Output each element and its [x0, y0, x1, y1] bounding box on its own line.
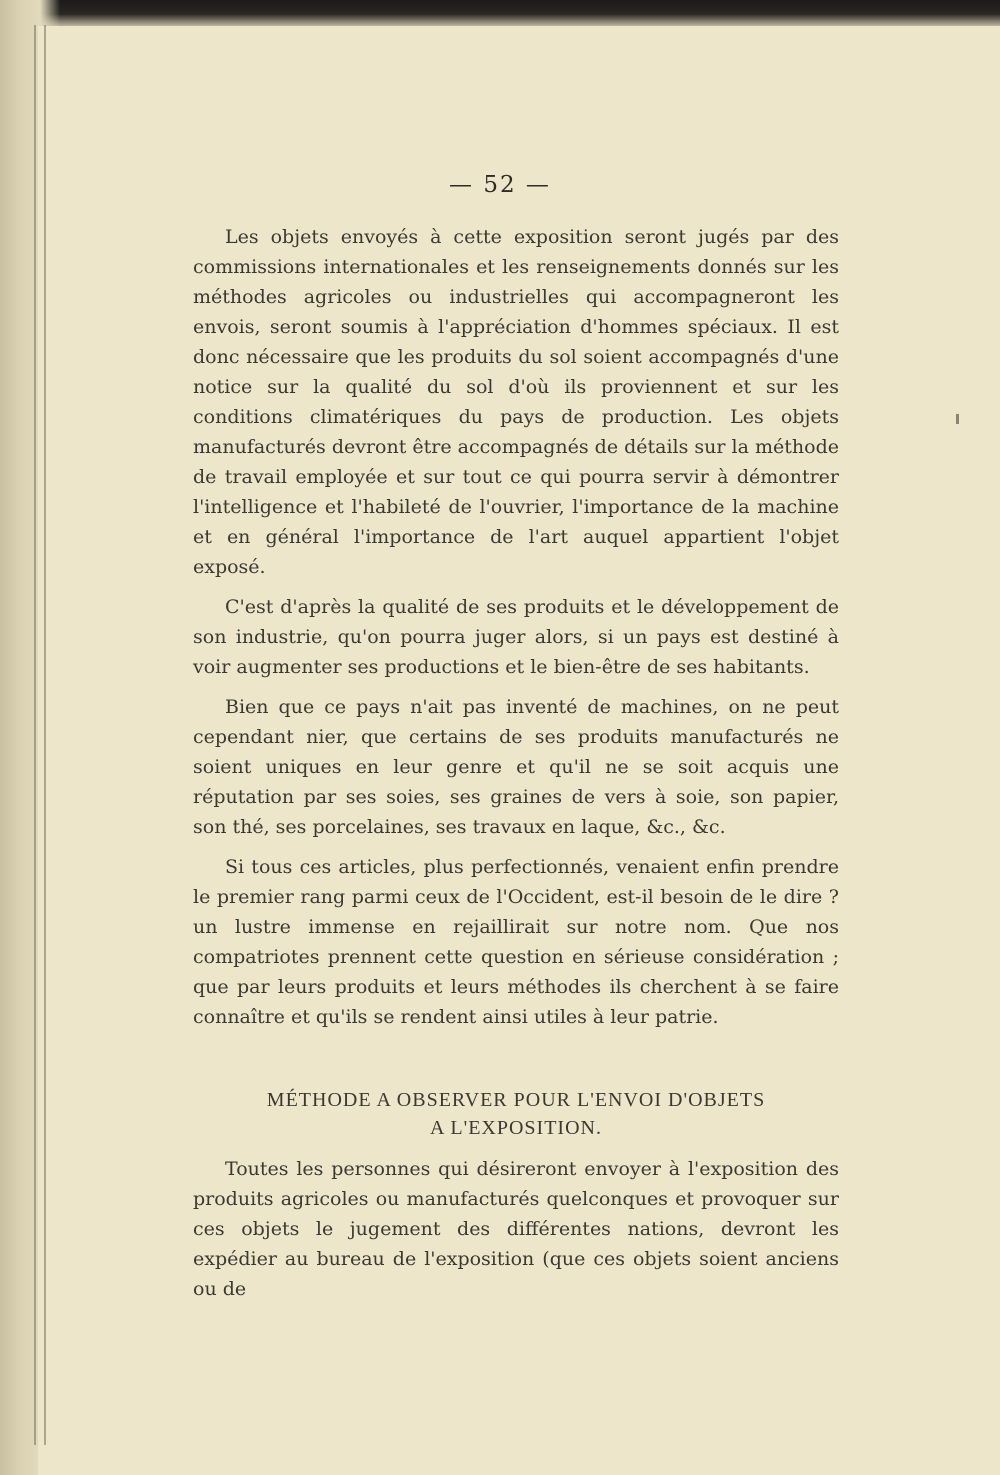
- page-edge-line: [34, 25, 36, 1445]
- margin-mark: [956, 414, 959, 424]
- page-number: — 52 —: [449, 172, 551, 198]
- page-body: [193, 222, 839, 1314]
- paragraph: Les objets envoyés à cette exposition seront jugés par des commissions internationales et les renseignements donnés sur les méthodes agricoles ou industrielles qui accompagneront les envois, seront soumis à l'appréciation d'hommes spéciaux. Il est donc nécessaire que les produits du sol soient accompagnés d'une notice sur la qualité du sol d'où ils proviennent et sur les conditions climatériques du pays de production. Les objets manufacturés devront être accompagnés de détails sur la méthode de travail employée et sur tout ce qui pourra servir à démontrer l'intelligence et l'habileté de l'ouvrier, l'importance de la machine et en général l'importance de l'art auquel appartient l'objet exposé.: [193, 226, 839, 578]
- paragraph: C'est d'après la qualité de ses produits et le développement de son industrie, qu'on pourra juger alors, si un pays est destiné à voir augmenter ses productions et le bien-être de ses habitants.: [193, 596, 839, 678]
- paragraph: Bien que ce pays n'ait pas inventé de machines, on ne peut cependant nier, que certains de ses produits manufacturés ne soient uniques en leur genre et qu'il ne se soit acquis une réputation par ses soies, ses graines de vers à soie, son papier, son thé, ses porcelaines, ses travaux en laque, &c., &c.: [193, 696, 839, 838]
- paragraph: Si tous ces articles, plus perfectionnés, venaient enfin prendre le premier rang parmi ceux de l'Occident, est-il besoin de le dire ? un lustre immense en rejaillirait sur notre nom. Que nos compatriotes prennent cette question en sérieuse considération ; que par leurs produits et leurs méthodes ils cherchent à se faire connaître et qu'ils se rendent ainsi utiles à leur patrie.: [193, 856, 839, 1028]
- section-heading: [193, 1086, 839, 1142]
- section-heading-line: MÉTHODE A OBSERVER POUR L'ENVOI D'OBJETS: [266, 1089, 766, 1111]
- paragraph: Toutes les personnes qui désireront envoyer à l'exposition des produits agricoles ou manufacturés quelconques et provoquer sur ces objets le jugement des différentes nations, devront les expédier au bureau de l'exposition (que ces objets soient anciens ou de: [193, 1158, 839, 1300]
- section-heading-line: A L'EXPOSITION.: [430, 1117, 602, 1139]
- page-edge-line: [44, 25, 46, 1445]
